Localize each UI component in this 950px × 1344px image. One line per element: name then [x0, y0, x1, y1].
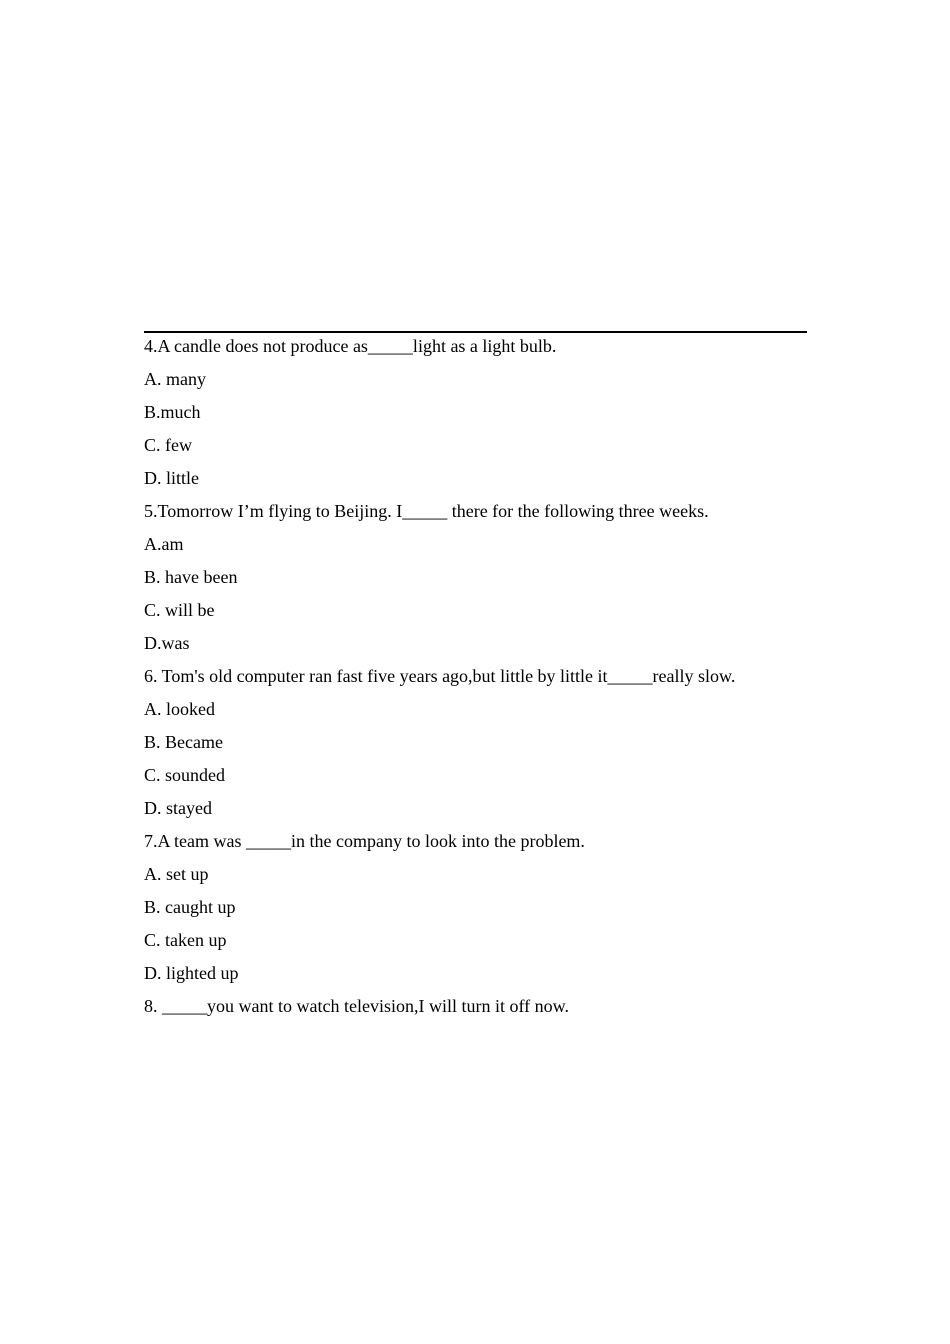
option-d: D. lighted up [144, 963, 239, 983]
question-stem: 7.A team was _____in the company to look into the problem. [144, 831, 585, 851]
option-d: D.was [144, 633, 190, 653]
option-c: C. few [144, 435, 192, 455]
question-7 [144, 829, 824, 994]
option-b: B. Became [144, 732, 223, 752]
option-a: A. set up [144, 864, 209, 884]
question-6 [144, 664, 824, 829]
option-a: A. looked [144, 699, 215, 719]
question-8 [144, 994, 824, 1027]
option-d: D. little [144, 468, 199, 488]
question-stem: 5.Tomorrow I’m flying to Beijing. I_____ there for the following three weeks. [144, 501, 709, 521]
option-c: C. sounded [144, 765, 225, 785]
option-b: B.much [144, 402, 201, 422]
option-b: B. caught up [144, 897, 236, 917]
question-stem: 8. _____you want to watch television,I will turn it off now. [144, 996, 569, 1016]
option-a: A. many [144, 369, 206, 389]
option-b: B. have been [144, 567, 238, 587]
option-c: C. will be [144, 600, 215, 620]
question-list [144, 334, 824, 1027]
header-rule [144, 331, 807, 333]
question-4 [144, 334, 824, 499]
question-stem: 6. Tom's old computer ran fast five years ago,but little by little it_____really slow. [144, 666, 736, 686]
question-5 [144, 499, 824, 664]
option-c: C. taken up [144, 930, 227, 950]
option-a: A.am [144, 534, 184, 554]
question-stem: 4.A candle does not produce as_____light as a light bulb. [144, 336, 557, 356]
option-d: D. stayed [144, 798, 212, 818]
